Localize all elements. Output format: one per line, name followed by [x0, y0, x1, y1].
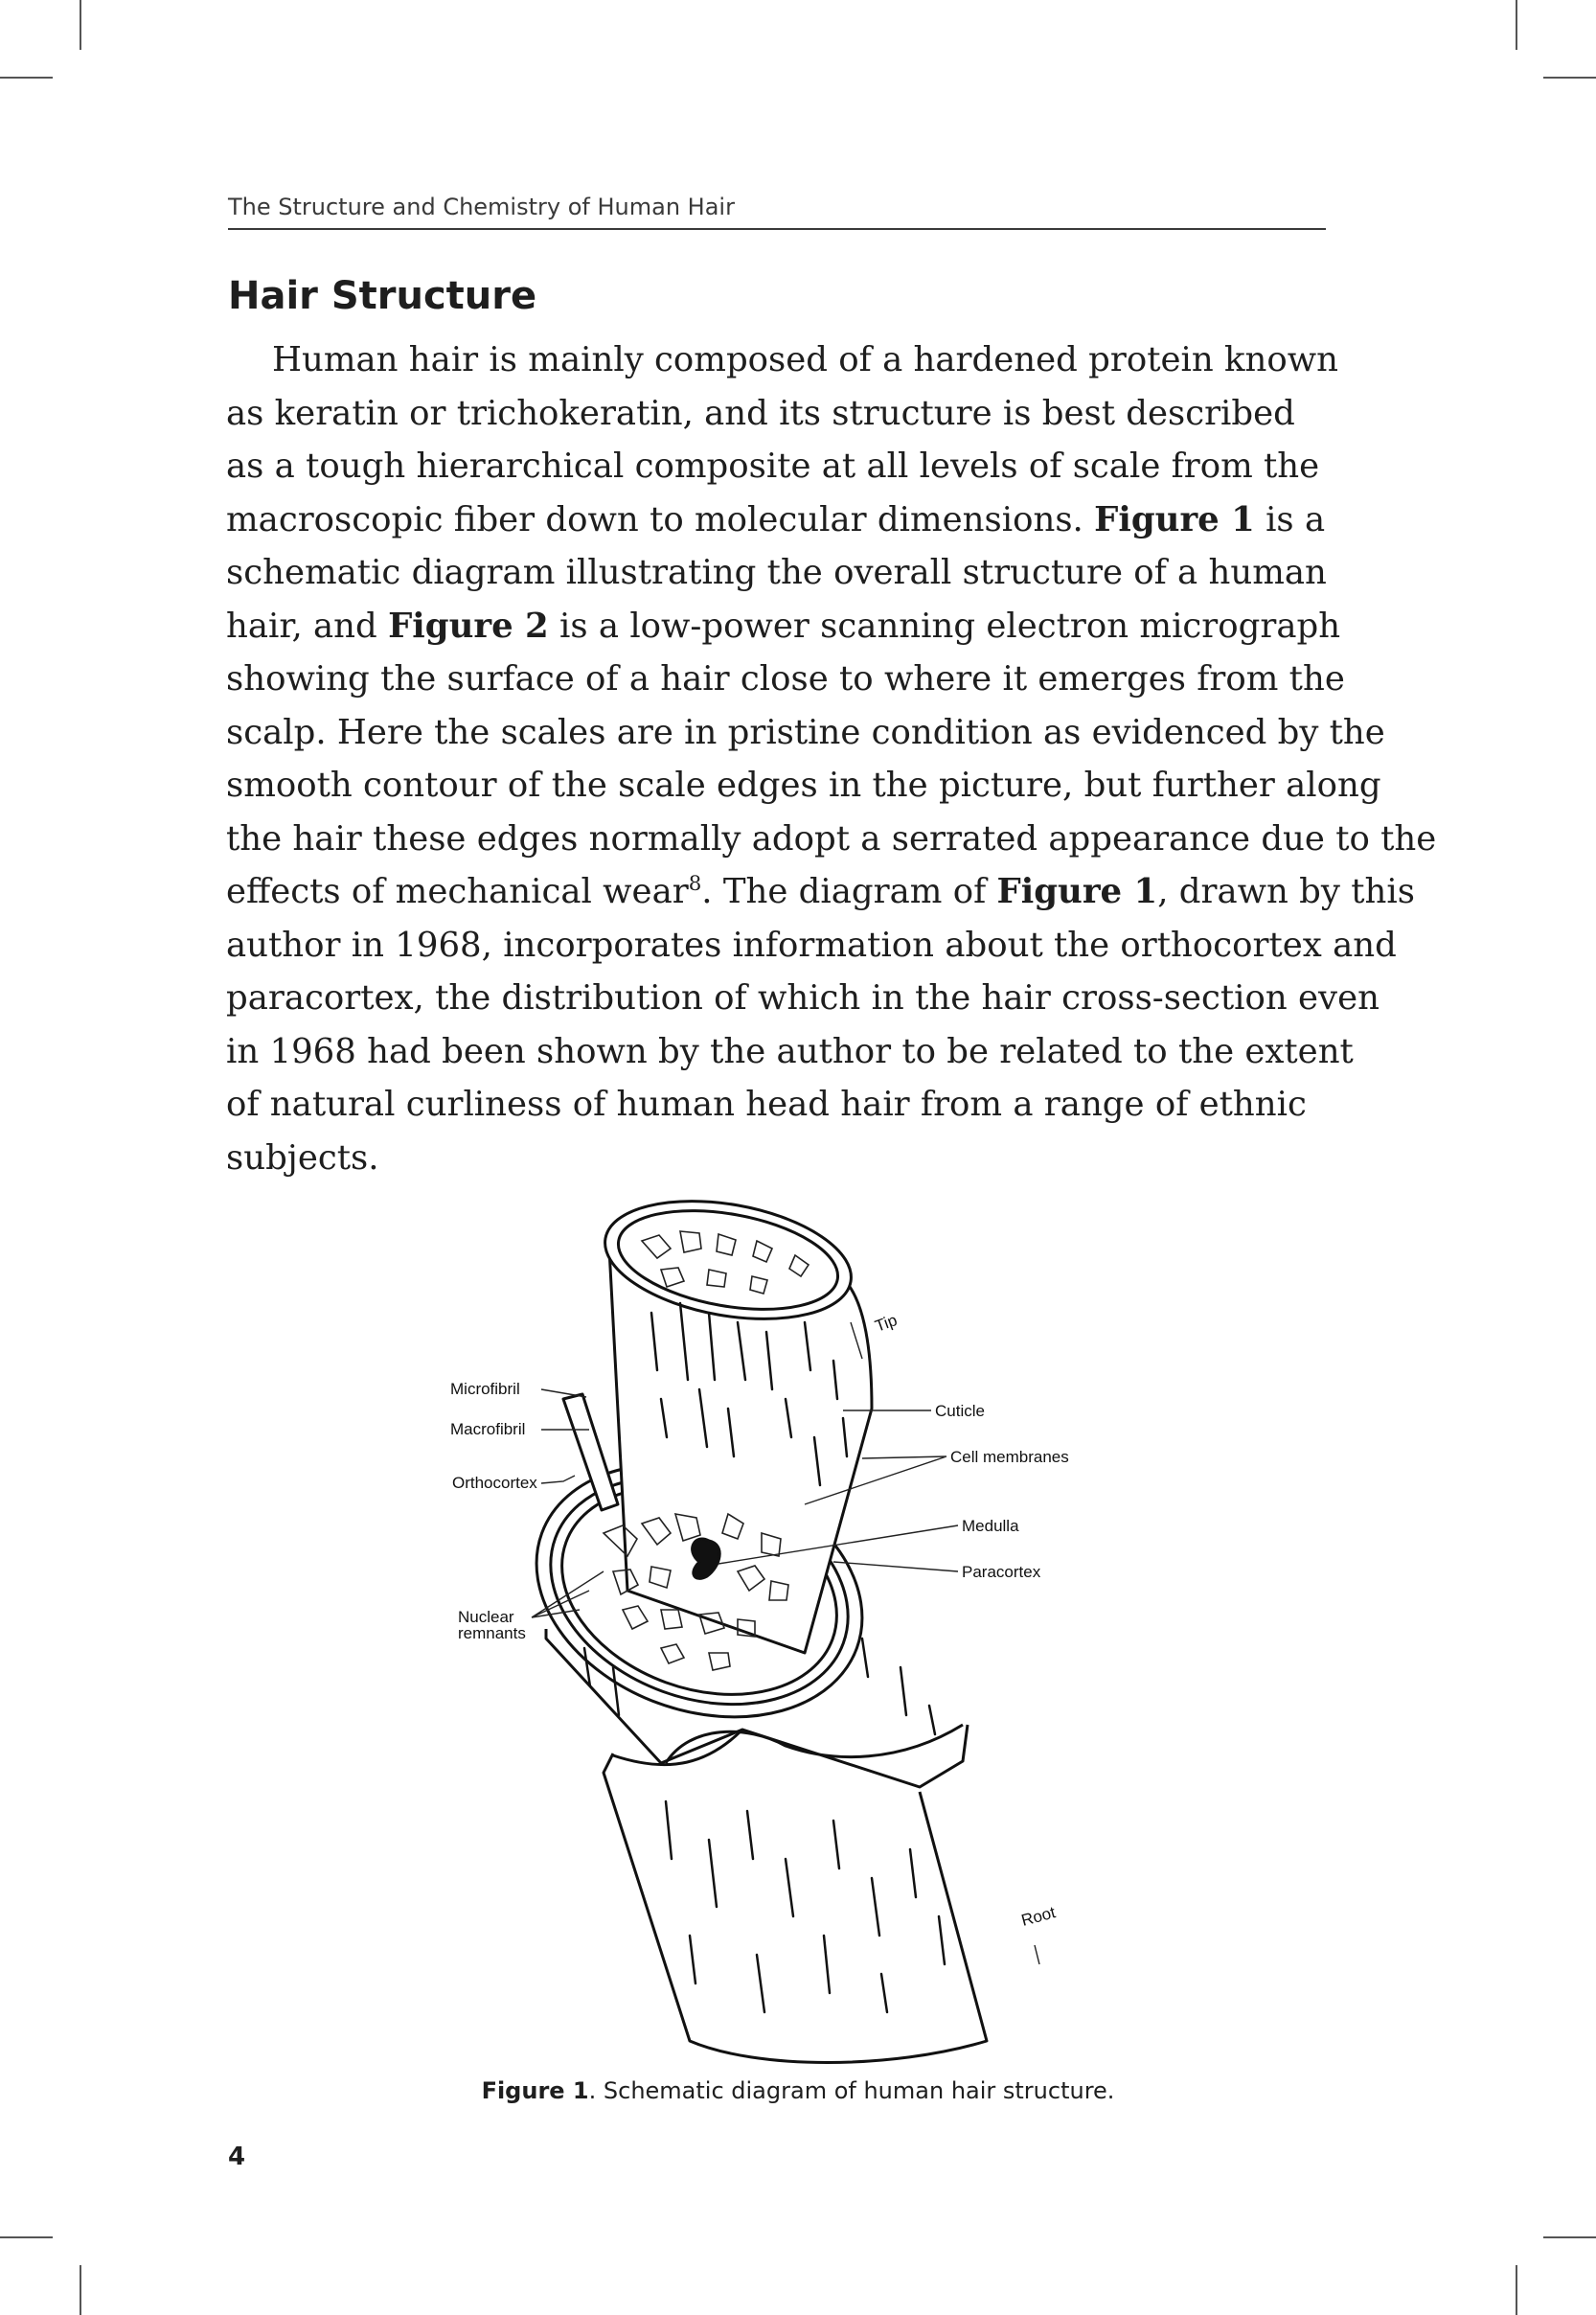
- text-run: . The diagram of: [701, 872, 997, 911]
- label-medulla: Medulla: [962, 1517, 1019, 1535]
- text-line: Human hair is mainly composed of a hardened protein known: [272, 340, 1338, 379]
- hair-structure-figure: [422, 1188, 1150, 2079]
- text-run: hair, and: [226, 606, 389, 646]
- label-microfibril: Microfibril: [450, 1380, 520, 1398]
- text-line: author in 1968, incorporates information about the orthocortex and: [226, 925, 1397, 965]
- text-line: showing the surface of a hair close to where it emerges from the: [226, 659, 1345, 699]
- caption-label: Figure 1: [481, 2077, 589, 2104]
- root-segment-outline: [604, 1753, 987, 2063]
- label-macrofibril: Macrofibril: [450, 1420, 526, 1438]
- crop-mark: [1543, 77, 1596, 79]
- text-line: [226, 865, 1415, 919]
- label-cuticle: Cuticle: [935, 1402, 985, 1420]
- text-line: as keratin or trichokeratin, and its structure is best described: [226, 393, 1295, 433]
- figure-reference: Figure 2: [388, 606, 549, 646]
- crop-mark: [1516, 0, 1517, 50]
- text-run: is a low-power scanning electron micrograph: [548, 606, 1341, 646]
- figure-reference: Figure 1: [1094, 499, 1255, 539]
- text-run: macroscopic fiber down to molecular dimensions.: [226, 499, 1095, 539]
- label-root: Root: [1019, 1903, 1058, 1930]
- running-head: The Structure and Chemistry of Human Hair: [228, 188, 1326, 230]
- figure-reference: Figure 1: [996, 872, 1158, 911]
- label-cell-membranes: Cell membranes: [950, 1448, 1069, 1466]
- label-orthocortex: Orthocortex: [452, 1474, 537, 1492]
- crop-mark: [0, 77, 53, 79]
- label-paracortex: Paracortex: [962, 1563, 1041, 1581]
- text-line: the hair these edges normally adopt a serrated appearance due to the: [226, 818, 1437, 859]
- text-line: smooth contour of the scale edges in the picture, but further along: [226, 766, 1381, 805]
- page-number: 4: [228, 2143, 246, 2171]
- text-run: effects of mechanical wear: [226, 872, 689, 911]
- text-line: [226, 600, 1341, 653]
- crop-mark: [1516, 2265, 1517, 2315]
- text-line: paracortex, the distribution of which in the hair cross-section even: [226, 978, 1379, 1018]
- text-line: in 1968 had been shown by the author to be related to the extent: [226, 1031, 1354, 1071]
- text-line: schematic diagram illustrating the overall structure of a human: [226, 553, 1327, 592]
- section-heading: Hair Structure: [228, 274, 537, 318]
- crop-mark: [0, 2236, 53, 2238]
- text-line: of natural curliness of human head hair from a range of ethnic: [226, 1085, 1307, 1124]
- text-run: , drawn by this: [1157, 872, 1415, 911]
- crop-mark: [80, 2265, 81, 2315]
- citation-superscript: 8: [688, 872, 702, 897]
- crop-mark: [1543, 2236, 1596, 2238]
- body-paragraph: [226, 333, 1437, 1184]
- text-run: is a: [1254, 499, 1326, 539]
- crop-mark: [80, 0, 81, 50]
- text-line: as a tough hierarchical composite at all levels of scale from the: [226, 447, 1320, 486]
- hair-diagram: [422, 1188, 1150, 2079]
- caption-text: . Schematic diagram of human hair structure.: [588, 2077, 1115, 2104]
- label-nuclear: Nuclear: [458, 1608, 514, 1626]
- text-line: [226, 493, 1337, 547]
- label-tip: Tip: [872, 1311, 900, 1336]
- figure-caption: [0, 2077, 1596, 2104]
- text-line: subjects.: [226, 1137, 379, 1178]
- text-line: scalp. Here the scales are in pristine condition as evidenced by the: [226, 712, 1385, 752]
- label-remnants: remnants: [458, 1624, 526, 1642]
